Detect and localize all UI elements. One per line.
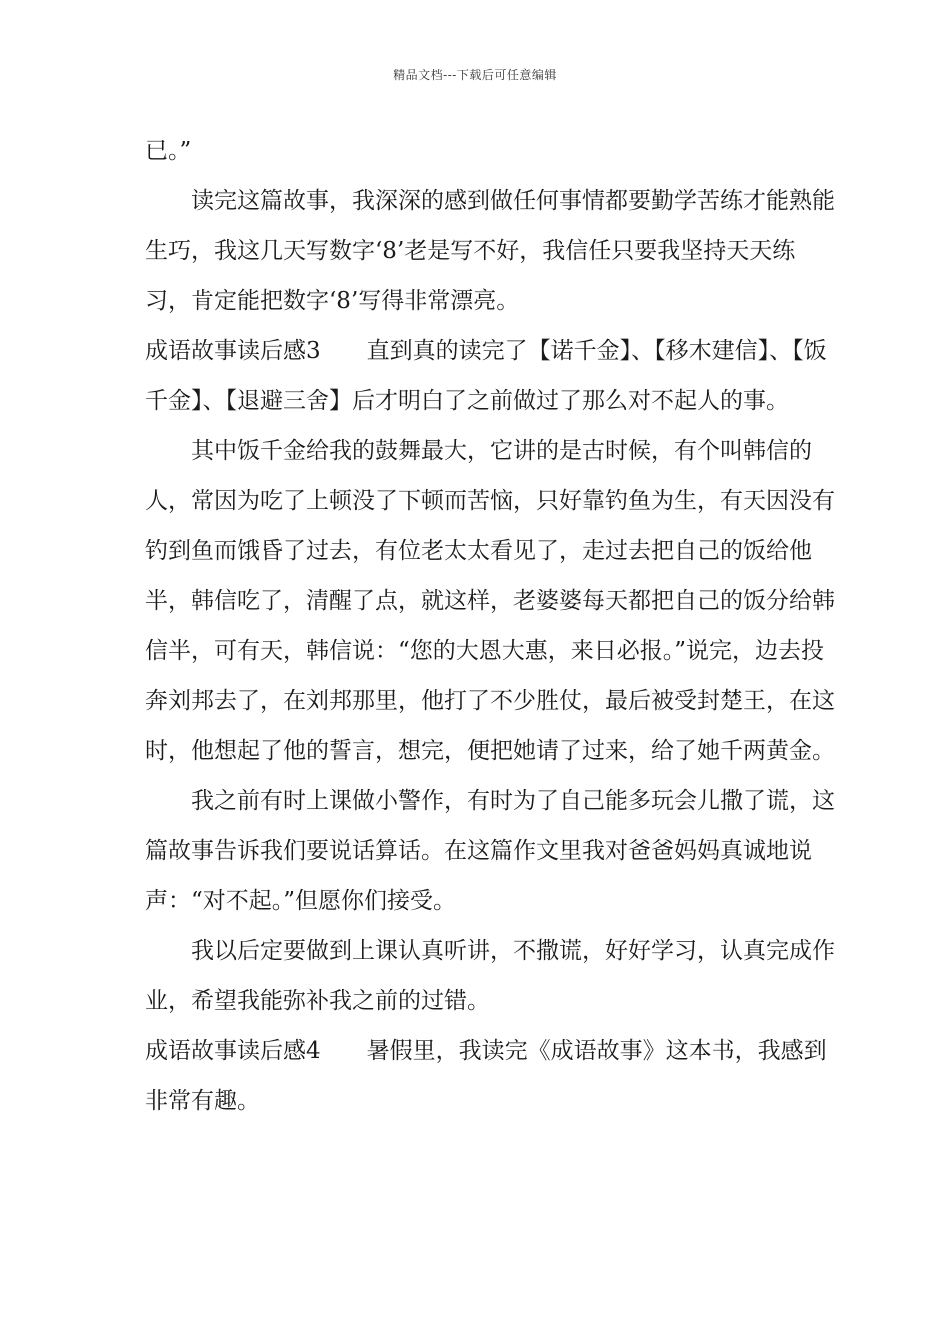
paragraph: 其中饭千金给我的鼓舞最大，它讲的是古时候，有个叫韩信的人，常因为吃了上顿没了下顿而苦恼，只好靠钓鱼为生，有天因没有钓到鱼而饿昏了过去，有位老太太看见了，走过去把自己的饭给他半，韩信吃了，清醒了点，就这样，老婆婆每天都把自己的饭分给韩信半，可有天，韩信说：“您的大恩大惠，来日必报。”说完，边去投奔刘邦去了，在刘邦那里，他打了不少胜仗，最后被受封楚王，在这时，他想起了他的誓言，想完，便把她请了过来，给了她千两黄金。 — [145, 438, 835, 764]
section-title: 成语故事读后感3 — [145, 338, 321, 364]
document-body — [145, 126, 835, 1126]
paragraph: 我之前有时上课做小警作，有时为了自己能多玩会儿撒了谎，这篇故事告诉我们要说话算话。在这篇作文里我对爸爸妈妈真诚地说声：“对不起。”但愿你们接受。 — [145, 788, 835, 914]
section-heading-paragraph — [145, 326, 835, 426]
paragraph: 我以后定要做到上课认真听讲，不撒谎，好好学习，认真完成作业，希望我能弥补我之前的过错。 — [145, 938, 835, 1014]
section-heading-paragraph — [145, 1026, 835, 1126]
section-text: 直到真的读完了【诺千金】、【移木建信】、【饭千金】、【退避三舍】后才明白了之前做过了那么对不起人的事。 — [145, 338, 827, 414]
section-text: 暑假里，我读完《成语故事》这本书，我感到非常有趣。 — [145, 1038, 827, 1114]
paragraph-continuation: 已。” — [145, 138, 192, 164]
page-header: 精品文档---下载后可任意编辑 — [393, 68, 557, 82]
paragraph: 读完这篇故事，我深深的感到做任何事情都要勤学苦练才能熟能生巧，我这几天写数字‘8’老是写不好，我信任只要我坚持天天练习，肯定能把数字‘8’写得非常漂亮。 — [145, 188, 835, 314]
section-title: 成语故事读后感4 — [145, 1038, 321, 1064]
